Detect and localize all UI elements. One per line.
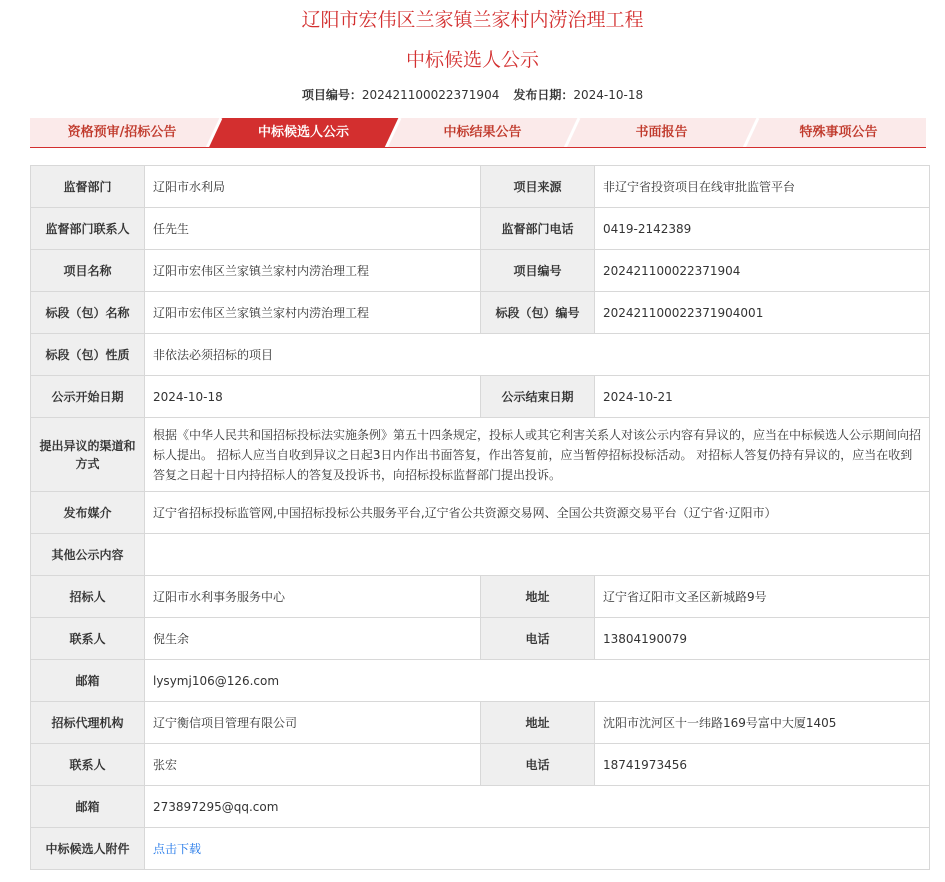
table-row [31,828,930,870]
tab-candidates[interactable]: 中标候选人公示 [257,125,349,140]
supervisor-phone-value: 0419-2142389 [595,208,930,250]
table-row [31,418,930,492]
media-label: 发布媒介 [31,492,145,534]
section-code-label: 标段（包）编号 [481,292,595,334]
tenderer-email-value: lysymj106@126.com [145,660,930,702]
project-meta [0,87,945,103]
project-name-label: 项目名称 [31,250,145,292]
table-row [31,292,930,334]
media-value: 辽宁省招标投标监管网,中国招标投标公共服务平台,辽宁省公共资源交易网、全国公共资源交易平台（辽宁省·辽阳市） [145,492,930,534]
attachment-label: 中标候选人附件 [31,828,145,870]
other-value [145,534,930,576]
table-row [31,786,930,828]
tenderer-email-label: 邮箱 [31,660,145,702]
section-code-value: 202421100022371904001 [595,292,930,334]
supervisor-contact-label: 监督部门联系人 [31,208,145,250]
table-row [31,208,930,250]
tenderer-address-value: 辽宁省辽阳市文圣区新城路9号 [595,576,930,618]
agency-label: 招标代理机构 [31,702,145,744]
agency-contact-value: 张宏 [145,744,481,786]
tenderer-label: 招标人 [31,576,145,618]
table-row [31,376,930,418]
agency-contact-label: 联系人 [31,744,145,786]
tab-special[interactable]: 特殊事项公告 [799,125,878,140]
project-no-label: 项目编号： [301,88,362,102]
tenderer-phone-value: 13804190079 [595,618,930,660]
tenderer-value: 辽阳市水利事务服务中心 [145,576,481,618]
section-nature-label: 标段（包）性质 [31,334,145,376]
table-row [31,534,930,576]
table-row [31,334,930,376]
tab-result[interactable]: 中标结果公告 [443,125,522,140]
announcement-tabs [30,118,926,148]
supervisor-value: 辽阳市水利局 [145,166,481,208]
agency-address-value: 沈阳市沈河区十一纬路169号富中大厦1405 [595,702,930,744]
agency-email-value: 273897295@qq.com [145,786,930,828]
tenderer-phone-label: 电话 [481,618,595,660]
project-code-value: 202421100022371904 [595,250,930,292]
download-link[interactable]: 点击下载 [153,841,202,856]
source-value: 非辽宁省投资项目在线审批监管平台 [595,166,930,208]
source-label: 项目来源 [481,166,595,208]
project-name-value: 辽阳市宏伟区兰家镇兰家村内涝治理工程 [145,250,481,292]
page-title: 辽阳市宏伟区兰家镇兰家村内涝治理工程 [301,9,644,31]
section-nature-value: 非依法必须招标的项目 [145,334,930,376]
end-date-label: 公示结束日期 [481,376,595,418]
agency-email-label: 邮箱 [31,786,145,828]
tab-prequal[interactable]: 资格预审/招标公告 [67,125,177,140]
project-code-label: 项目编号 [481,250,595,292]
table-row [31,744,930,786]
agency-address-label: 地址 [481,702,595,744]
table-row [31,576,930,618]
table-row [31,492,930,534]
publish-date-label: 发布日期： [513,88,574,102]
section-name-label: 标段（包）名称 [31,292,145,334]
project-no-value: 202421100022371904 [361,88,500,102]
publish-date-value: 2024-10-18 [573,88,644,102]
table-row [31,660,930,702]
announcement-table [30,165,930,870]
start-date-value: 2024-10-18 [145,376,481,418]
tenderer-address-label: 地址 [481,576,595,618]
page-subtitle: 中标候选人公示 [405,49,539,71]
table-row [31,166,930,208]
supervisor-contact-value: 任先生 [145,208,481,250]
agency-phone-label: 电话 [481,744,595,786]
section-name-value: 辽阳市宏伟区兰家镇兰家村内涝治理工程 [145,292,481,334]
objection-label: 提出异议的渠道和方式 [31,418,145,492]
objection-value: 根据《中华人民共和国招标投标法实施条例》第五十四条规定，投标人或其它利害关系人对该公示内容有异议的，应当在中标候选人公示期间向招标人提出。 招标人应当自收到异议之日起3日内作出书面答复，作出答复前，应当暂停招标投标活动。 对招标人答复仍持有异议的，应当在收到答复之日起十日内持招标人的答复及投诉书，向招标投标监督部门提出投诉。 [145,418,930,492]
tenderer-contact-value: 倪生余 [145,618,481,660]
tenderer-contact-label: 联系人 [31,618,145,660]
supervisor-phone-label: 监督部门电话 [481,208,595,250]
tab-report[interactable]: 书面报告 [635,125,688,140]
start-date-label: 公示开始日期 [31,376,145,418]
table-row [31,618,930,660]
agency-value: 辽宁衡信项目管理有限公司 [145,702,481,744]
other-label: 其他公示内容 [31,534,145,576]
table-row [31,702,930,744]
table-row [31,250,930,292]
attachment-cell [145,828,930,870]
agency-phone-value: 18741973456 [595,744,930,786]
end-date-value: 2024-10-21 [595,376,930,418]
supervisor-label: 监督部门 [31,166,145,208]
